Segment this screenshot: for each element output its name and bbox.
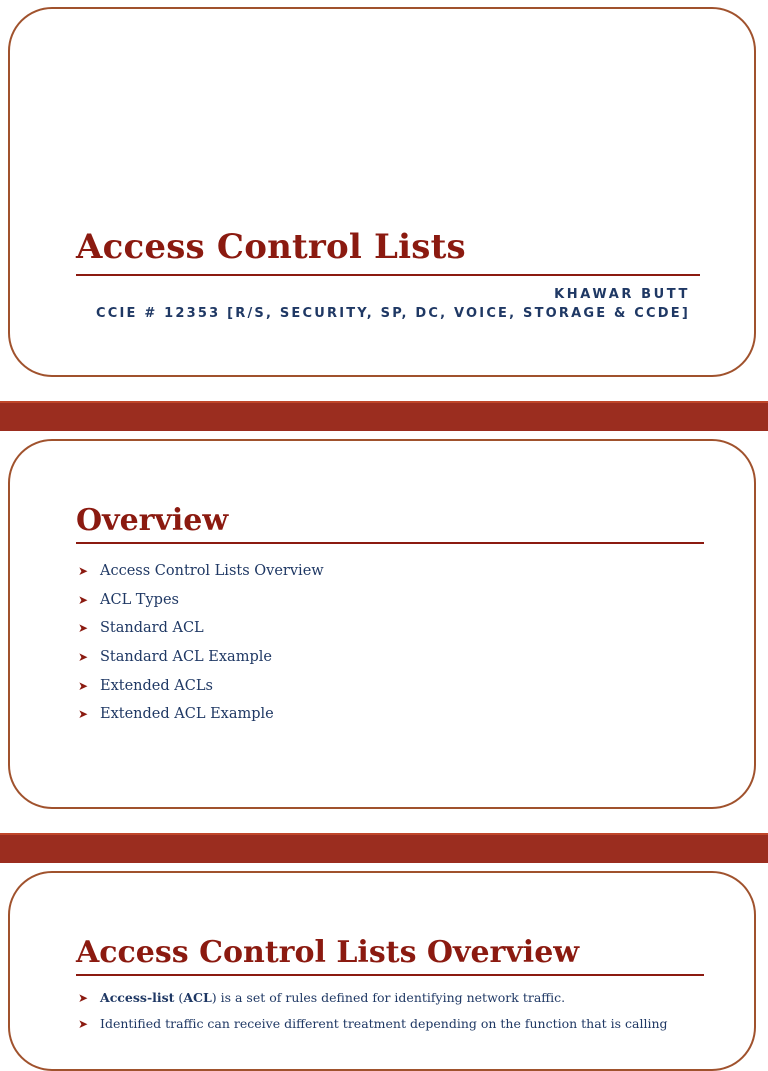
slide-separator-band (0, 401, 768, 431)
list-item-text: Standard ACL (100, 620, 204, 637)
slide-title: Access Control Lists (76, 227, 466, 267)
list-item (78, 557, 324, 586)
list-item (78, 671, 324, 700)
overview-slide (8, 439, 756, 809)
list-item (78, 700, 324, 729)
author-credentials: CCIE # 12353 [R/S, SECURITY, SP, DC, VOICE, STORAGE & CCDE] (96, 306, 690, 321)
list-item (78, 614, 324, 643)
title-underline (76, 542, 704, 544)
arrowhead-bullet-icon: ➤ (78, 1016, 89, 1031)
slide-title: Access Control Lists Overview (76, 935, 580, 970)
list-item-text: ACL Types (100, 591, 179, 608)
acl-overview-slide (8, 871, 756, 1071)
arrowhead-bullet-icon: ➤ (78, 707, 89, 722)
term-acl: ACL (183, 990, 212, 1005)
arrowhead-bullet-icon: ➤ (78, 592, 89, 607)
arrowhead-bullet-icon: ➤ (78, 650, 89, 665)
list-item-text: Access Control Lists Overview (100, 563, 324, 580)
arrowhead-bullet-icon: ➤ (78, 990, 89, 1005)
title-slide (8, 7, 756, 377)
title-underline (76, 974, 704, 976)
list-item-text: Extended ACLs (100, 677, 213, 694)
list-item (78, 990, 565, 1005)
list-item-text: Identified traffic can receive different treatment depending on the function that is calling (100, 1016, 668, 1031)
author-name: KHAWAR BUTT (554, 287, 690, 302)
arrowhead-bullet-icon: ➤ (78, 678, 89, 693)
title-underline (76, 274, 700, 276)
list-item-text: ) is a set of rules defined for identifying network traffic. (211, 990, 566, 1005)
arrowhead-bullet-icon: ➤ (78, 621, 89, 636)
slide-title: Overview (76, 503, 229, 538)
term-access-list: Access-list (100, 990, 175, 1005)
list-item (78, 586, 324, 615)
slide-separator-band (0, 833, 768, 863)
overview-list (78, 557, 324, 729)
text-open-paren: ( (174, 990, 184, 1005)
list-item (78, 643, 324, 672)
arrowhead-bullet-icon: ➤ (78, 564, 89, 579)
list-item-text: Standard ACL Example (100, 649, 272, 666)
list-item-text: Extended ACL Example (100, 706, 274, 723)
